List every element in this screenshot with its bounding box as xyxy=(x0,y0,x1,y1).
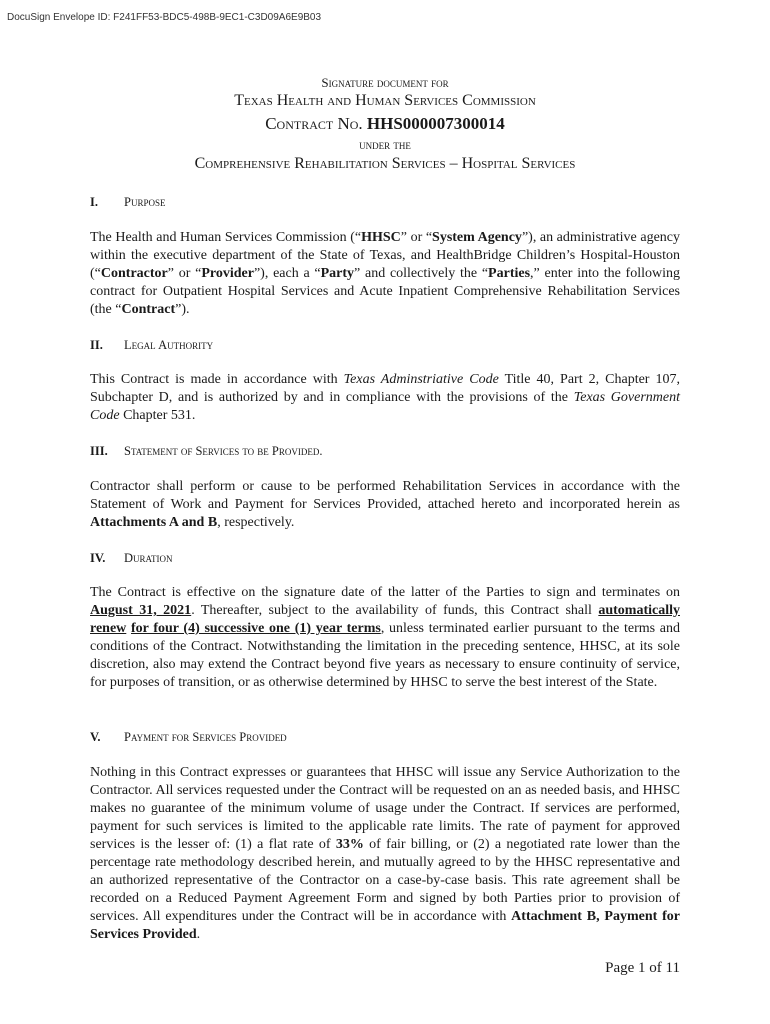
header-line-1: Signature document for xyxy=(321,75,449,90)
section-title: Payment for Services Provided xyxy=(124,730,287,744)
paragraph-statement-of-services: Contractor shall perform or cause to be performed Rehabilitation Services in accordance with the Statement of Work and Payment for Services Provided, attached hereto and incorporated herein as Attachments A and B, respectively. xyxy=(90,479,680,530)
contract-no-value: HHS000007300014 xyxy=(366,114,505,133)
section-number: I. xyxy=(90,195,98,209)
header-contract-number xyxy=(0,114,770,134)
header-agency: Texas Health and Human Services Commission xyxy=(234,92,536,109)
section-number: III. xyxy=(90,444,108,458)
paragraph-legal-authority: This Contract is made in accordance with Texas Adminstriative Code Title 40, Part 2, Chapter 107, Subchapter D, and is authorized by and in compliance with the provisions of the Texas Government Code Chapter 531. xyxy=(90,372,681,423)
section-heading-purpose xyxy=(90,195,165,210)
section-number: II. xyxy=(90,338,103,352)
contract-no-label: Contract No. xyxy=(265,114,363,133)
section-heading-payment xyxy=(90,730,287,745)
section-heading-statement-of-services xyxy=(90,444,323,459)
paragraph-duration: The Contract is effective on the signature date of the latter of the Parties to sign and terminates on August 31, 2021. Thereafter, subject to the availability of funds, this Contract shall automatically renew for four (4) successive one (1) year terms, unless terminated earlier pursuant to the terms and conditions of the Contract. Notwithstanding the limitation in the preceding sentence, HHSC, at its sole discretion, also may extend the Contract beyond five years as necessary to ensure continuity of service, for purposes of transition, or as otherwise determined by HHSC to serve the best interest of the State. xyxy=(90,585,681,690)
section-title: Duration xyxy=(124,551,173,565)
section-title: Purpose xyxy=(124,195,166,209)
header-under-the: under the xyxy=(359,137,411,152)
section-title: Legal Authority xyxy=(124,338,214,352)
header-program: Comprehensive Rehabilitation Services – Hospital Services xyxy=(194,155,576,172)
page-number: Page 1 of 11 xyxy=(605,960,680,976)
section-heading-legal-authority xyxy=(90,338,213,353)
section-heading-duration xyxy=(90,551,173,566)
section-title: Statement of Services to be Provided. xyxy=(124,444,323,458)
docusign-envelope-id: DocuSign Envelope ID: F241FF53-BDC5-498B-9EC1-C3D09A6E9B03 xyxy=(7,12,322,23)
paragraph-payment: Nothing in this Contract expresses or guarantees that HHSC will issue any Service Authorization to the Contractor. All services requested under the Contract will be requested on an as needed basis, and HHSC makes no guarantee of the minimum volume of usage under the Contract. If services are performed, payment for such services is limited to the applicable rate limits. The rate of payment for approved services is the lesser of: (1) a flat rate of 33% of fair billing, or (2) a negotiated rate lower than the percentage rate methodology described herein, and mutually agreed to by the HHSC representative and an authorized representative of the Contractor on a case-by-case basis. This rate agreement shall be recorded on a Reduced Payment Agreement Form and signed by both Parties prior to provision of services. All expenditures under the Contract will be in accordance with Attachment B, Payment for Services Provided. xyxy=(90,765,680,942)
section-number: IV. xyxy=(90,551,106,565)
section-number: V. xyxy=(90,730,101,744)
paragraph-purpose: The Health and Human Services Commission (“HHSC” or “System Agency”), an administrative agency within the executive department of the State of Texas, and HealthBridge Children’s Hospital-Houston (“Contractor” or “Provider”), each a “Party” and collectively the “Parties,” enter into the following contract for Outpatient Hospital Services and Acute Inpatient Comprehensive Rehabilitation Services (the “Contract”). xyxy=(90,230,680,317)
